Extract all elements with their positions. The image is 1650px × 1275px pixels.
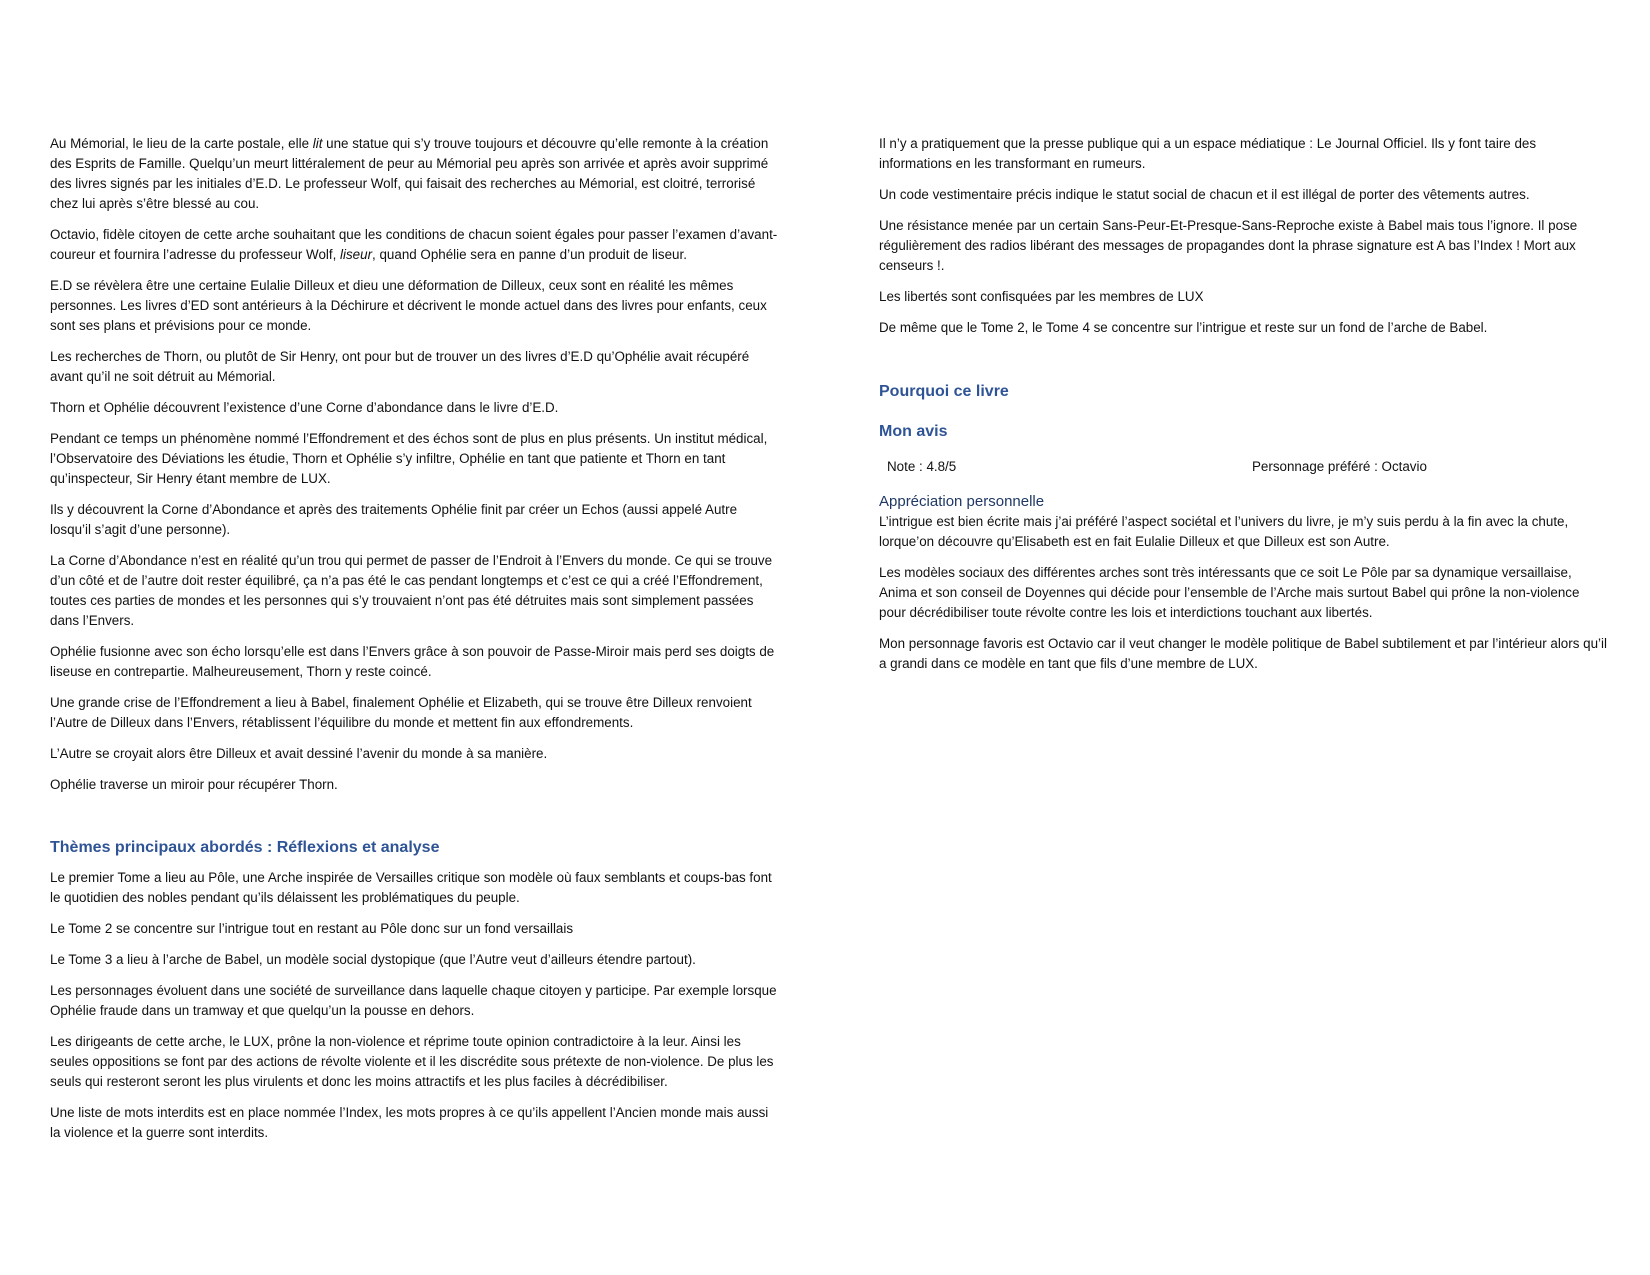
theme-paragraph-3: Le Tome 3 a lieu à l’arche de Babel, un modèle social dystopique (que l’Autre veut d’ailleurs étendre partout).	[50, 952, 696, 967]
summary-paragraph-11: L’Autre se croyait alors être Dilleux et avait dessiné l’avenir du monde à sa manière.	[50, 746, 548, 761]
favorite-character: Personnage préféré : Octavio	[1252, 459, 1427, 474]
themes-heading: Thèmes principaux abordés : Réflexions et analyse	[50, 839, 440, 856]
theme-paragraph-1: Le premier Tome a lieu au Pôle, une Arche inspirée de Versailles critique son modèle où faux semblants et coups-bas font le quotidien des nobles pendant qu’ils délaissent les problématiques du peuple.	[50, 870, 772, 905]
summary-paragraph-12: Ophélie traverse un miroir pour récupérer Thorn.	[50, 777, 338, 792]
why-heading: Pourquoi ce livre	[879, 383, 1009, 400]
summary-paragraph-1: Au Mémorial, le lieu de la carte postale, elle lit une statue qui s’y trouve toujours et découvre qu’elle remonte à la création des Esprits de Famille. Quelqu’un meurt littéralement de peur au Mémorial peu après son arrivée et après avoir supprimé des livres signés par les initiales d’E.D. Le professeur Wolf, qui faisait des recherches au Mémorial, est cloitré, terrorisé chez lui après s’être blessé au cou.	[50, 136, 769, 211]
appreciation-paragraph-2: Les modèles sociaux des différentes arches sont très intéressants que ce soit Le Pôle par sa dynamique versaillaise, Anima et son conseil de Doyennes qui décide pour l’ensemble de l’Arche mais surtout Babel qui prône la non-violence pour décrédibiliser toute révolte contre les lois et interdictions touchant aux libertés.	[879, 565, 1580, 620]
summary-paragraph-6: Pendant ce temps un phénomène nommé l’Effondrement et des échos sont de plus en plus présents. Un institut médical, l’Observatoire des Déviations les étudie, Thorn et Ophélie s’y infiltre, Ophélie en tant que patiente et Thorn en tant qu’inspecteur, Sir Henry étant membre de LUX.	[50, 431, 768, 486]
theme-paragraph-5: Les dirigeants de cette arche, le LUX, prône la non-violence et réprime toute opinion contradictoire à la leur. Ainsi les seules oppositions se font par des actions de révolte violente et il les discrédite sous prétexte de non-violence. De plus les seuls qui resteront seront les plus virulents et donc les moins attractifs et les plus faciles à décrédibiliser.	[50, 1034, 774, 1089]
theme-paragraph-7: Il n’y a pratiquement que la presse publique qui a un espace médiatique : Le Journal Officiel. Ils y font taire des informations en les transformant en rumeurs.	[879, 136, 1537, 171]
theme-paragraph-2: Le Tome 2 se concentre sur l’intrigue tout en restant au Pôle donc sur un fond versaillais	[50, 921, 574, 936]
appreciation-heading: Appréciation personnelle	[879, 493, 1045, 510]
summary-paragraph-10: Une grande crise de l’Effondrement a lieu à Babel, finalement Ophélie et Elizabeth, qui se trouve être Dilleux renvoient l’Autre de Dilleux dans l’Envers, rétablissent l’équilibre du monde et mettent fin aux effondrements.	[50, 695, 752, 730]
summary-paragraph-7: Ils y découvrent la Corne d’Abondance et après des traitements Ophélie finit par créer un Echos (aussi appelé Autre losqu’il s’agit d’une personne).	[50, 502, 738, 537]
summary-paragraph-8: La Corne d’Abondance n’est en réalité qu’un trou qui permet de passer de l’Endroit à l’Envers du monde. Ce qui se trouve d’un côté et de l’autre doit rester équilibré, ça n’a pas été le cas pendant longtemps et c’est ce qui a créé l’Effondrement, toutes ces parties de mondes et les personnes qui s’y trouvaient n’ont pas été détruites mais sont simplement passées dans l’Envers.	[50, 553, 773, 628]
theme-paragraph-11: De même que le Tome 2, le Tome 4 se concentre sur l’intrigue et reste sur un fond de l’arche de Babel.	[879, 320, 1488, 335]
theme-paragraph-9: Une résistance menée par un certain Sans-Peur-Et-Presque-Sans-Reproche existe à Babel mais tous l’ignore. Il pose régulièrement des radios libérant des messages de propagandes dont la phrase signature est A bas l’Index ! Mort aux censeurs !.	[879, 218, 1578, 273]
theme-paragraph-4: Les personnages évoluent dans une société de surveillance dans laquelle chaque citoyen y participe. Par exemple lorsque Ophélie fraude dans un tramway et que quelqu’un la pousse en dehors.	[50, 983, 777, 1018]
opinion-heading: Mon avis	[879, 423, 948, 440]
rating-note: Note : 4.8/5	[887, 459, 957, 474]
appreciation-paragraph-1: L’intrigue est bien écrite mais j’ai préféré l’aspect sociétal et l’univers du livre, je m’y suis perdu à la fin avec la chute, lorque’on découvre qu’Elisabeth est en fait Eulalie Dilleux et que Dilleux est son Autre.	[879, 514, 1569, 549]
summary-paragraph-2: Octavio, fidèle citoyen de cette arche souhaitant que les conditions de chacun soient égales pour passer l’examen d’avant-coureur et fournira l’adresse du professeur Wolf, liseur, quand Ophélie sera en panne d’un produit de liseur.	[50, 227, 778, 262]
right-column	[879, 134, 1609, 685]
rating-row	[879, 457, 1609, 477]
theme-paragraph-10: Les libertés sont confisquées par les membres de LUX	[879, 289, 1204, 304]
summary-paragraph-3: E.D se révèlera être une certaine Eulalie Dilleux et dieu une déformation de Dilleux, ceux sont en réalité les mêmes personnes. Les livres d’ED sont antérieurs à la Déchirure et décrivent le monde actuel dans des livres pour enfants, ceux sont ses plans et prévisions pour ce monde.	[50, 278, 767, 333]
appreciation-paragraph-3: Mon personnage favoris est Octavio car il veut changer le modèle politique de Babel subtilement et par l’intérieur alors qu’il a grandi dans ce modèle en tant que fils d’une membre de LUX.	[879, 636, 1607, 671]
summary-paragraph-5: Thorn et Ophélie découvrent l’existence d’une Corne d’abondance dans le livre d’E.D.	[50, 400, 559, 415]
summary-paragraph-9: Ophélie fusionne avec son écho lorsqu’elle est dans l’Envers grâce à son pouvoir de Passe-Miroir mais perd ses doigts de liseuse en contrepartie. Malheureusement, Thorn y reste coincé.	[50, 644, 775, 679]
theme-paragraph-8: Un code vestimentaire précis indique le statut social de chacun et il est illégal de porter des vêtements autres.	[879, 187, 1530, 202]
summary-paragraph-4: Les recherches de Thorn, ou plutôt de Sir Henry, ont pour but de trouver un des livres d’E.D qu’Ophélie avait récupéré avant qu’il ne soit détruit au Mémorial.	[50, 349, 750, 384]
left-column	[50, 134, 780, 1154]
theme-paragraph-6: Une liste de mots interdits est en place nommée l’Index, les mots propres à ce qu’ils appellent l’Ancien monde mais aussi la violence et la guerre sont interdits.	[50, 1105, 769, 1140]
